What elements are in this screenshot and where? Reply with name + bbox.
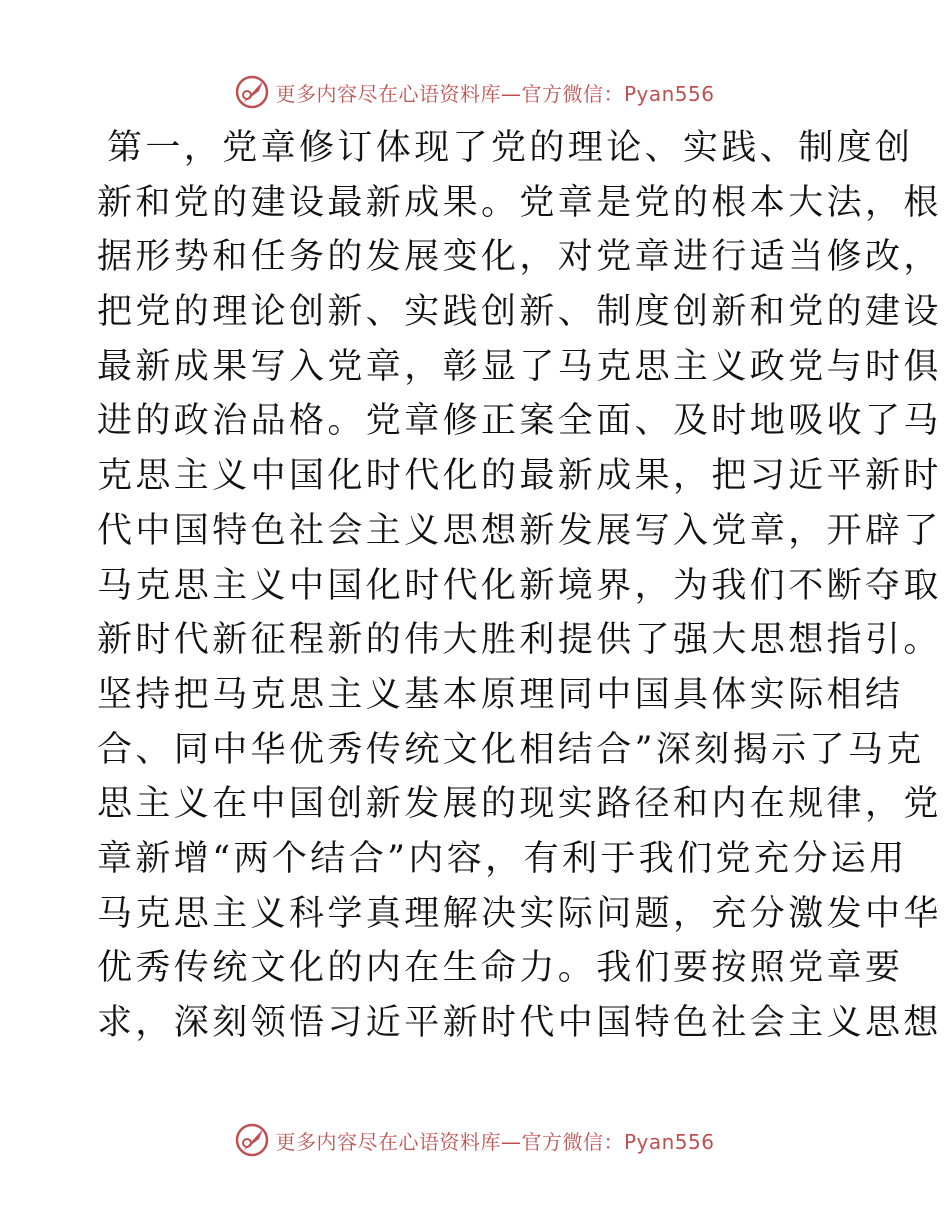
paragraph-line: 新和党的建设最新成果。党章是党的根本大法，根 — [97, 182, 942, 223]
paragraph-line: 最新成果写入党章，彰显了马克思主义政党与时俱 — [97, 346, 942, 387]
quill-logo-icon — [235, 1123, 269, 1157]
paragraph-line: 章新增“两个结合”内容，有利于我们党充分运用 — [97, 838, 908, 879]
paragraph-line: 把党的理论创新、实践创新、制度创新和党的建设 — [97, 292, 942, 333]
paragraph-line: 优秀传统文化的内在生命力。我们要按照党章要 — [97, 948, 904, 989]
paragraph-line: 马克思主义科学真理解决实际问题，充分激发中华 — [97, 893, 942, 934]
paragraph-line: 坚持把马克思主义基本原理同中国具体实际相结 — [97, 674, 904, 715]
quill-logo-icon — [235, 75, 269, 109]
paragraph-line: 求，深刻领悟习近平新时代中国特色社会主义思想 — [97, 1003, 942, 1043]
watermark-text: 更多内容尽在心语资料库—官方微信：Pyan556 — [275, 81, 715, 106]
paragraph-line: 据形势和任务的发展变化，对党章进行适当修改， — [97, 237, 942, 278]
footer-watermark — [0, 1120, 950, 1160]
header-watermark — [0, 72, 950, 112]
paragraph-line: 合、同中华优秀传统文化相结合”深刻揭示了马克 — [97, 729, 925, 770]
paragraph-line: 进的政治品格。党章修正案全面、及时地吸收了马 — [97, 401, 942, 442]
document-paragraph — [97, 121, 942, 1051]
paragraph-line: 克思主义中国化时代化的最新成果，把习近平新时 — [97, 456, 942, 497]
paragraph-line: 思主义在中国创新发展的现实路径和内在规律，党 — [97, 784, 942, 825]
paragraph-line: 代中国特色社会主义思想新发展写入党章，开辟了 — [97, 510, 942, 551]
paragraph-line: 第一，党章修订体现了党的理论、实践、制度创 — [107, 128, 914, 168]
paragraph-line: 新时代新征程新的伟大胜利提供了强大思想指引。 — [97, 620, 942, 661]
paragraph-line: 马克思主义中国化时代化新境界，为我们不断夺取 — [97, 565, 942, 606]
watermark-text: 更多内容尽在心语资料库—官方微信：Pyan556 — [275, 1129, 715, 1154]
